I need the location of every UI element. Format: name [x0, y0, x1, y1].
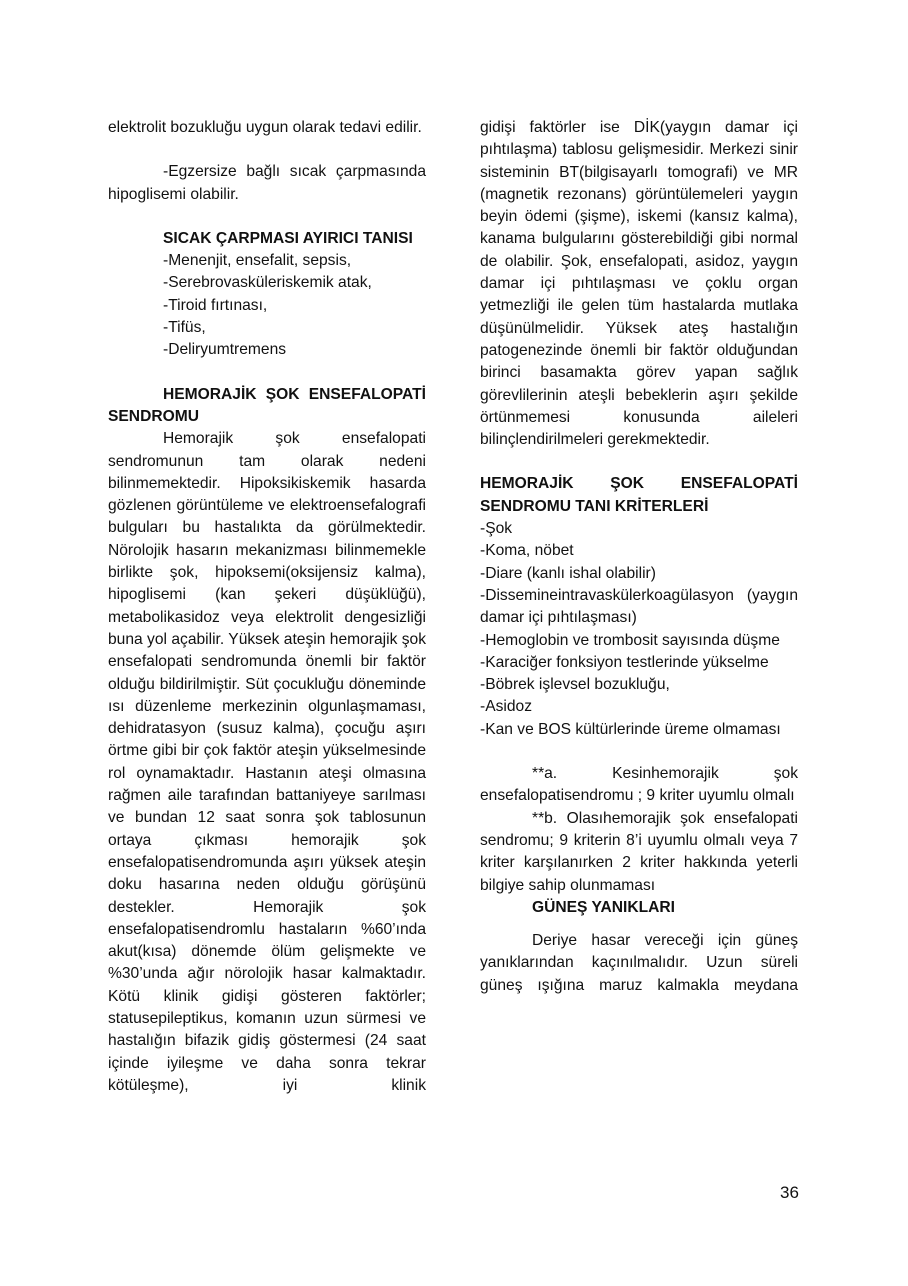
note-a: **a. Kesinhemorajik şok ensefalopatisendromu ; 9 kriter uyumlu olmalı	[480, 765, 798, 805]
sicak-list-item: -Tiroid fırtınası,	[163, 296, 268, 314]
criteria-list-item: -Böbrek işlevsel bozukluğu,	[480, 676, 670, 694]
sicak-list-item: -Deliryumtremens	[163, 341, 287, 359]
hemorajik-heading: HEMORAJİK ŞOK ENSEFALOPATİ SENDROMU	[108, 385, 426, 425]
criteria-list-item: -Koma, nöbet	[480, 542, 574, 560]
hemorajik-paragraph: Hemorajik şok ensefalopati sendromunun tam olarak nedeni bilinmemektedir. Hipoksikiskemik hasarda gözlenen görüntüleme ve elektroensefalografi bulguları bu hastalıkta da görülmektedir. Nörolojik hasarın mekanizması bilinmemekle birlikte şok, hipoksemi(oksijensiz kalma), hipoglisemi (kan şekeri düşüklüğü), metabolikasidoz veya elektrolit dengesizliği buna yol açabilir. Yüksek ateşin hemorajik şok ensefalopati sendromunda önemli bir faktör olduğu bildirilmiştir. Süt çocukluğu döneminde ısı düzenleme merkezinin olgunlaşmaması, dehidratasyon (susuz kalma), çocuğu aşırı örtme gibi bir çok faktör ateşin yükselmesinde rol oynamaktadır. Hastanın ateşi olmasına rağmen aile tarafından battaniyeye sarılması ve bundan 12 saat sonra şok tablosunun ortaya çıkması hemorajik şok ensefalopatisendromunda aşırı yüksek ateşin doku hasarına neden olduğu görüşünü destekler. Hemorajik şok ensefalopatisendromlu hastaların %60’ında akut(kısa) dönemde ölüm gelişmekte ve %30’unda ağır nörolojik hasar kalmaktadır. Kötü klinik gidişi gösteren faktörler; statusepileptikus, komanın uzun sürmesi ve hastalığın bifazik gidiş göstermesi (24 saat içinde iyileşme ve daha sonra tekrar kötüleşme), iyi klinik	[108, 430, 426, 1094]
criteria-list-item: -Dissemineintravaskülerkoagülasyon (yaygın damar içi pıhtılaşması)	[480, 586, 798, 627]
continued-paragraph: gidişi faktörler ise DİK(yaygın damar içi pıhtılaşma) tablosu gelişmesidir. Merkezi sinir sisteminin BT(bilgisayarlı tomografi) ve MR (magnetik rezonans) görüntülemeleri yaygın beyin ödemi (şişme), iskemi (kansız kalma), kanama bulgularını gösterebildiği gibi normal de olabilir. Şok, ensefalopati, asidoz, yaygın damar içi pıhtılaşması ve çoklu organ yetmezliği ile gelen tüm hastalarda mutlaka düşünülmelidir. Yüksek ateş hastalığın patogenezinde önemli bir faktör olduğundan birinci basamakta görev yapan sağlık görevlilerinin ateşli bebeklerin aşırı şekilde örtünmemesi konusunda aileleri bilinçlendirilmeleri gerekmektedir.	[480, 119, 798, 449]
criteria-list-item: -Diare (kanlı ishal olabilir)	[480, 564, 656, 582]
criteria-list-item: -Kan ve BOS kültürlerinde üreme olmaması	[480, 720, 781, 738]
gunes-yaniklari-heading: GÜNEŞ YANIKLARI	[532, 898, 675, 916]
criteria-list-item: -Şok	[480, 520, 513, 538]
sicak-list-item: -Tifüs,	[163, 319, 206, 337]
right-column	[480, 117, 798, 997]
criteria-list-item: -Hemoglobin ve trombosit sayısında düşme	[480, 631, 780, 649]
sicak-list-item: -Menenjit, ensefalit, sepsis,	[163, 252, 352, 270]
criteria-list-item: -Asidoz	[480, 698, 532, 716]
sicak-carpmasi-heading: SICAK ÇARPMASI AYIRICI TANISI	[163, 229, 413, 247]
tani-kriterleri-heading: HEMORAJİK ŞOK ENSEFALOPATİ SENDROMU TANI KRİTERLERİ	[480, 475, 798, 515]
page-number: 36	[780, 1183, 799, 1202]
criteria-list-item: -Karaciğer fonksiyon testlerinde yükselme	[480, 653, 769, 671]
gunes-paragraph: Deriye hasar vereceği için güneş yanıklarından kaçınılmalıdır. Uzun süreli güneş ışığına maruz kalmakla meydana	[480, 932, 798, 994]
note-b: **b. Olasıhemorajik şok ensefalopati sendromu; 9 kriterin 8’i uyumlu olmalı veya 7 kriter karşılanırken 2 kriter hakkında yeterli bilgiye sahip olunmaması	[480, 809, 798, 894]
left-column	[108, 117, 426, 1097]
intro-paragraph: elektrolit bozukluğu uygun olarak tedavi edilir.	[108, 119, 422, 136]
sicak-list-item: -Serebrovasküleriskemik atak,	[163, 274, 372, 292]
egzersiz-paragraph: -Egzersize bağlı sıcak çarpmasında hipoglisemi olabilir.	[108, 163, 426, 203]
